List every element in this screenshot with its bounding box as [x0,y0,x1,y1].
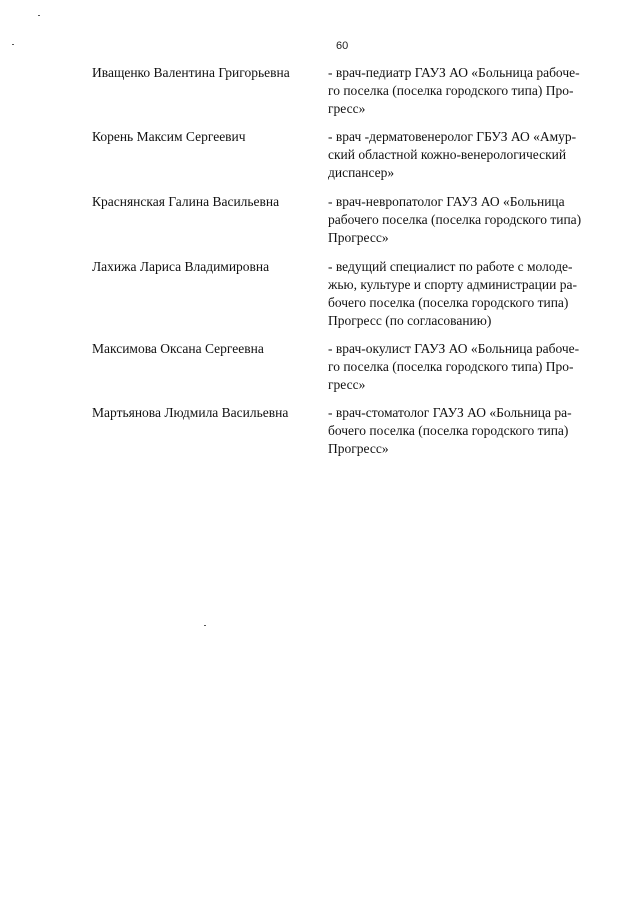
member-role: - врач-педиатр ГАУЗ АО «Больница рабоче- го поселка (поселка городского типа) Про- гресс» [328,65,580,116]
member-role: - ведущий специалист по работе с молоде- жью, культуре и спорту администрации ра- бочего поселка (поселка городского типа) Прогресс (по согласованию) [328,259,577,328]
scan-speck [12,44,14,45]
member-name: Лахижа Лариса Владимировна [92,259,270,274]
member-name: Мартьянова Людмила Васильевна [92,405,289,420]
page-number: 60 [336,40,349,52]
member-name: Максимова Оксана Сергеевна [92,341,264,356]
scan-speck [204,625,206,626]
member-role: - врач-невропатолог ГАУЗ АО «Больница рабочего поселка (поселка городского типа) Прогресс» [328,194,582,245]
member-role: - врач-окулист ГАУЗ АО «Больница рабоче- го поселка (поселка городского типа) Про- гресс» [328,341,580,392]
member-name: Краснянская Галина Васильевна [92,194,280,209]
member-role: - врач-стоматолог ГАУЗ АО «Больница ра- бочего поселка (поселка городского типа) Прогресс» [328,405,572,456]
member-name: Корень Максим Сергеевич [92,129,246,144]
member-name: Иващенко Валентина Григорьевна [92,65,290,80]
scan-speck [38,15,40,16]
member-role: - врач -дерматовенеролог ГБУЗ АО «Амур- ский областной кожно-венерологический диспансер» [328,129,577,180]
